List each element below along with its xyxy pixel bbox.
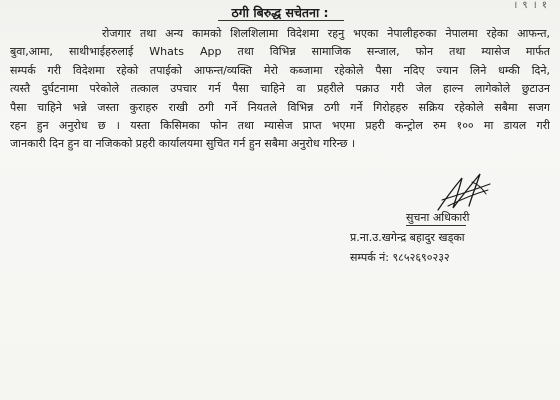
body-line: रहन हुन अनुरोध छ । यस्ता किसिमका फोन तथा म्यासेज प्राप्त भएमा प्रहरी कन्ट्रोल रुम १०० मा डायल गरी [10, 119, 550, 133]
signer-contact: सम्पर्क नं: ९८५२६९०२३२ [350, 251, 450, 264]
notice-body [10, 25, 550, 154]
signer-block [350, 208, 555, 268]
body-line: रोजगार तथा अन्य कामको शिलशिलामा विदेशमा रहनु भएका नेपालीहरुका नेपालमा रहेका आफन्त, [102, 27, 550, 40]
role-underline [406, 225, 466, 226]
signer-name: प्र.ना.उ.खगेन्द्र बहादुर खड्का [350, 231, 465, 244]
title-underline [218, 20, 344, 21]
body-line: सम्पर्क गरी विदेशमा रहेको तपाईको आफन्त/व्यक्ति मेरो कब्जामा रहेकोले पैसा नदिए ज्यान लिने धम्की दिने, [10, 63, 550, 77]
signer-role: सुचना अधिकारी [406, 211, 470, 224]
body-line: पैसा चाहिने भन्ने जस्ता कुराहरु राखी ठगी गर्ने नियतले विभिन्न ठगी गर्ने गिरोहहरु सक्रिय रहेकोले सबैमा सजग [10, 100, 550, 114]
body-line: बुवा,आमा, साथीभाईहरुलाई Whats App तथा विभिन्न सामाजिक सन्जाल, फोन तथा म्यासेज मार्फत [10, 45, 550, 59]
body-line: त्यस्तै दुर्घटनामा परेकोले तत्काल उपचार गर्न पैसा चाहिने वा प्रहरीले पक्राउ गरी जेल हाल्न लागेकोले छुटाउन [10, 82, 550, 96]
page-number: । ९ । १ [513, 0, 548, 11]
body-line: जानकारी दिन हुन वा नजिकको प्रहरी कार्यालयमा सुचित गर्न हुन सबैमा अनुरोध गरिन्छ । [10, 137, 356, 151]
notice-title: ठगी बिरुद्ध सचेतना : [231, 5, 329, 20]
